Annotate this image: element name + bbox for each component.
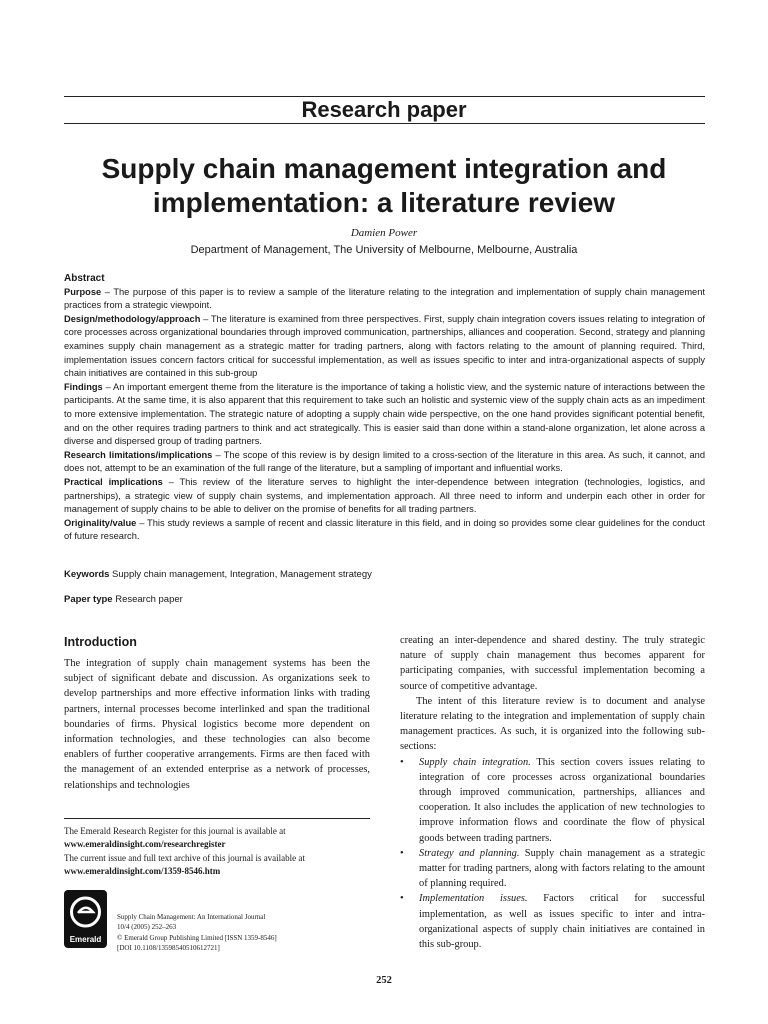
right-column [400, 633, 705, 952]
abstract-practical [64, 476, 705, 517]
author-name: Damien Power [350, 227, 418, 239]
left-column [64, 656, 370, 793]
access-info [64, 825, 370, 879]
paper-title: Supply chain management integration and implementation: a literature review [101, 153, 667, 218]
abstract-purpose [64, 286, 705, 313]
list-item [400, 846, 705, 892]
list-item [400, 755, 705, 846]
journal-name: Supply Chain Management: An International Journal [117, 913, 266, 921]
emerald-logo [64, 890, 107, 948]
bullet-icon: • [400, 847, 404, 859]
abstract-text: – This study reviews a sample of recent and classic literature in this field, and in doing so provides some clear guidelines for the conduct of future research. [64, 517, 705, 542]
journal-doi: [DOI 10.1108/13598540510612721] [117, 944, 220, 953]
paper-type [64, 593, 705, 606]
abstract-findings [64, 381, 705, 449]
keywords [64, 568, 705, 581]
intro-paragraph-continued: creating an inter-dependence and shared destiny. The truly strategic nature of supply chain management thus becomes apparent for participating companies, with successful implementation becoming a source of competitive advantage. [400, 635, 705, 692]
list-item-text: Factors critical for successful implementation, as well as issues specific to inter and intra-organizational aspects of supply chain initiatives are contained in this sub-group. [419, 893, 705, 951]
abstract-label: Research limitations/implications [64, 449, 213, 460]
list-item-text: Supply chain management as a strategic matter for trading partners, along with factors relating to the amount of planning required. [419, 847, 705, 890]
abstract-design [64, 313, 705, 381]
journal-volume: 10/4 (2005) 252–263 [117, 923, 177, 932]
emerald-logo-icon [64, 890, 107, 936]
list-item-title: Strategy and planning. [419, 847, 520, 859]
list-item [400, 891, 705, 952]
introduction-heading: Introduction [64, 635, 137, 649]
abstract-limitations [64, 449, 705, 476]
subsection-list [400, 755, 705, 953]
abstract [64, 272, 705, 544]
journal-info [117, 912, 277, 954]
abstract-label: Purpose [64, 286, 102, 297]
list-item-title: Supply chain integration. [419, 756, 531, 768]
abstract-label: Design/methodology/approach [64, 313, 201, 324]
list-item-title: Implementation issues. [419, 893, 528, 905]
archive-link[interactable]: www.emeraldinsight.com/1359-8546.htm [64, 866, 221, 877]
intro-paragraph: The intent of this literature review is to document and analyse literature relating to the integration and implementation of supply chain management practices. As such, it is organized into the following sub-sections: [400, 695, 705, 753]
archive-text: The current issue and full text archive of this journal is available at [64, 852, 305, 863]
paper-type-label: Paper type [64, 594, 113, 605]
bullet-icon: • [400, 756, 404, 768]
abstract-text: – This review of the literature serves to highlight the inter-dependence between integration (technologies, logistics, and partnerships), a strategic view of supply chain systems, and implementation approach. All three need to inform and underpin each other in order for management of supply chains to be able to deliver on the promise of benefits for all trading partners. [64, 476, 705, 515]
author-affiliation: Department of Management, The University of Melbourne, Melbourne, Australia [190, 244, 578, 256]
register-text: The Emerald Research Register for this journal is available at [64, 826, 286, 836]
abstract-label: Findings [64, 381, 103, 392]
logo-text: Emerald [69, 935, 102, 944]
bullet-icon: • [400, 893, 404, 905]
intro-paragraph: The integration of supply chain management systems has been the subject of significant debate and discussion. As organizations seek to develop partnerships and more effective information links with trading partners, internal processes become interlinked and span the traditional boundaries of firms. Physical logistics become more dependent on information technologies, and these technologies can also become enablers of further cooperative arrangements. Firms are then faced with the management of an extended enterprise as a network of processes, relationships and technologies [64, 658, 370, 791]
abstract-label: Practical implications [64, 476, 163, 487]
abstract-label: Originality/value [64, 517, 137, 528]
abstract-text: – The purpose of this paper is to review a sample of the literature relating to the integration and implementation of supply chain management practices from a strategic viewpoint. [64, 286, 705, 311]
abstract-text: – The literature is examined from three perspectives. First, supply chain integration covers issues relating to integration of core processes across organizational boundaries through improved communication, partnerships, alliances and cooperation. Second, strategy and planning examines supply chain management as a strategic matter for trading partners, along with factors relating to the amount of planning required. Third, implementation issues concern factors critical for successful implementation, as well as issues specific to inter and intra-organizational aspects of supply chain initiatives are contained in this sub-group [64, 313, 705, 379]
abstract-originality [64, 517, 705, 544]
header-bottom-rule [64, 123, 705, 124]
page-number: 252 [376, 975, 392, 986]
section-label: Research paper [301, 97, 467, 122]
footnote-rule [64, 818, 370, 819]
keywords-text: Supply chain management, Integration, Management strategy [112, 569, 372, 580]
list-item-text: This section covers issues relating to integration of core processes across organizational boundaries through improved communication, partnerships, alliances and cooperation. It also includes the application of new technologies to improve information flows and coordinate the flow of physical goods between trading partners. [419, 756, 705, 844]
journal-copyright: © Emerald Group Publishing Limited [ISSN 1359-8546] [117, 933, 277, 942]
register-link[interactable]: www.emeraldinsight.com/researchregister [64, 839, 226, 850]
abstract-heading: Abstract [64, 273, 105, 284]
keywords-label: Keywords [64, 569, 110, 580]
abstract-text: – The scope of this review is by design limited to a cross-section of the literature in this area. As such, it cannot, and does not, attempt to be an examination of the full range of the literature, but a sampling of important and influential works. [64, 449, 705, 474]
abstract-text: – An important emergent theme from the literature is the importance of taking a holistic view, and the systemic nature of interactions between the participants. At the same time, it is also apparent that this requirement to take such an holistic and systemic view of the supply chain acts as an impediment to more extensive implementation. The strategic nature of adopting a supply chain wide perspective, on the one hand provides significant potential benefit, and on the other requires trading partners to think and act strategically. This is easier said than done within a stand-alone organization, let alone across a diverse and dispersed group of trading partners. [64, 381, 705, 447]
paper-type-text: Research paper [115, 594, 183, 605]
